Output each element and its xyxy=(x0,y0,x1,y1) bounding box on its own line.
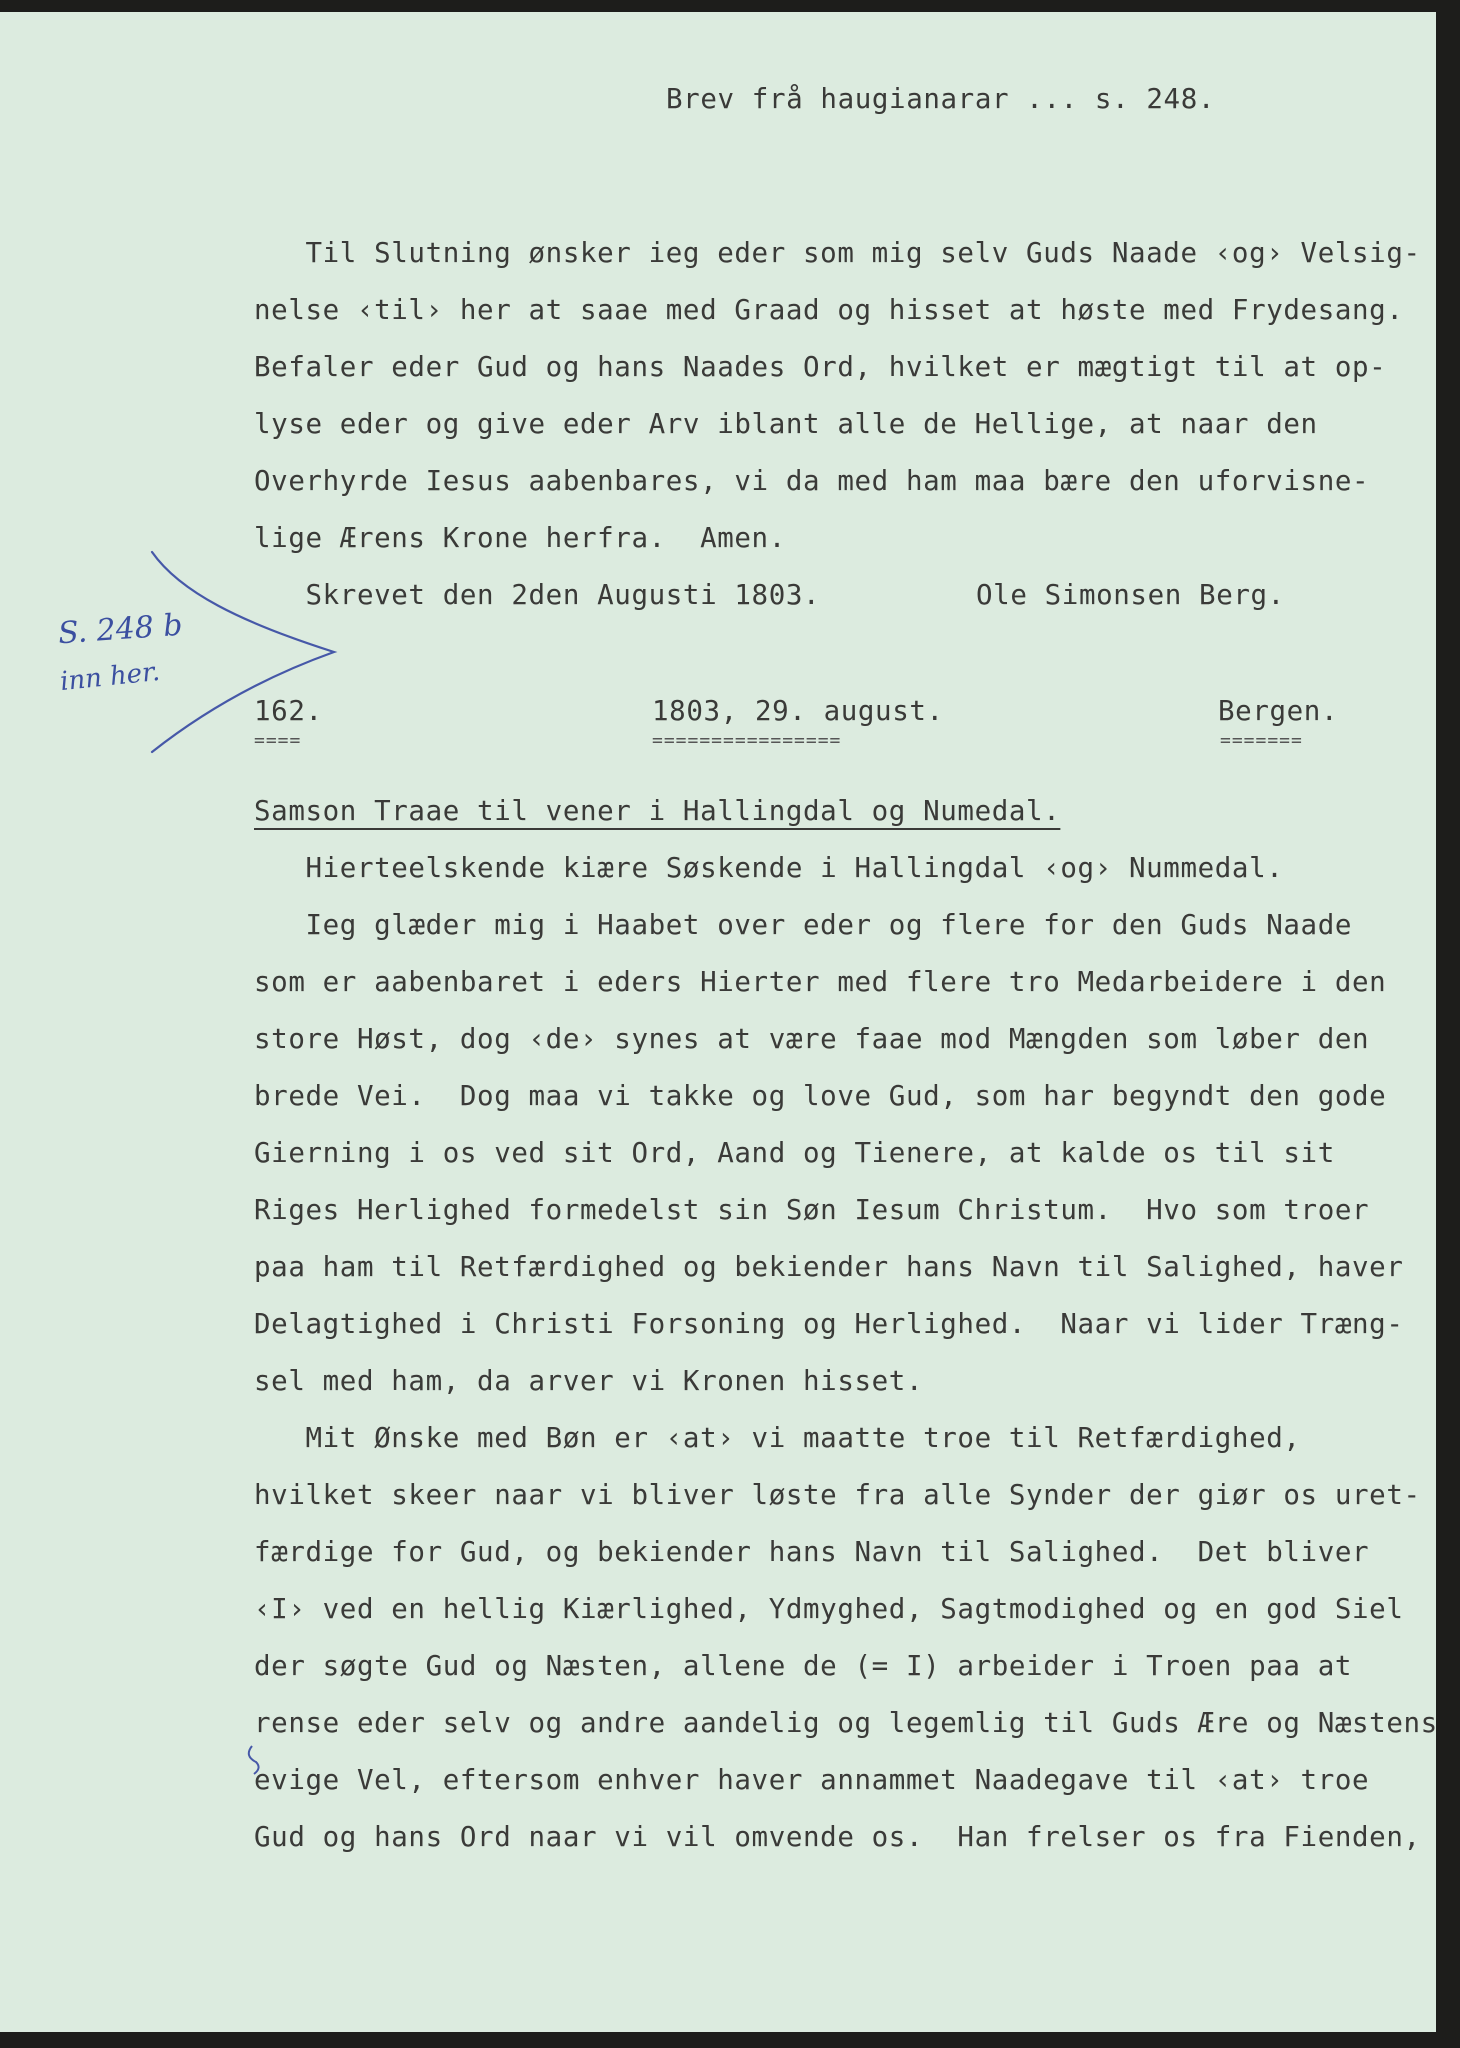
date-line: Skrevet den 2den Augusti 1803. xyxy=(254,579,821,611)
text-line: sel med ham, da arver vi Kronen hisset. xyxy=(254,1365,924,1397)
text-line: Hierteelskende kiære Søskende i Hallingdal ‹og› Nummedal. xyxy=(254,852,1284,884)
text-line: Delagtighed i Christi Forsoning og Herlighed. Naar vi lider Træng- xyxy=(254,1308,1404,1340)
entry-place: Bergen. xyxy=(1218,695,1339,727)
text-line: Overhyrde Iesus aabenbares, vi da med ham maa bære den uforvisne- xyxy=(254,465,1370,497)
text-line: rense eder selv og andre aandelig og legemlig til Guds Ære og Næstens xyxy=(254,1707,1438,1739)
underline-number: ==== xyxy=(254,730,302,751)
document-page xyxy=(0,12,1436,2032)
text-line: som er aabenbaret i eders Hierter med flere tro Medarbeidere i den xyxy=(254,966,1387,998)
text-line: nelse ‹til› her at saae med Graad og hisset at høste med Frydesang. xyxy=(254,294,1404,326)
text-line: Mit Ønske med Bøn er ‹at› vi maatte troe til Retfærdighed, xyxy=(254,1422,1301,1454)
page-header: Brev frå haugianarar ... s. 248. xyxy=(666,83,1216,115)
margin-note-page: S. 248 b xyxy=(56,607,184,652)
entry-number: 162. xyxy=(254,695,323,727)
underline-date: ================ xyxy=(652,730,842,751)
text-line: lige Ærens Krone herfra. Amen. xyxy=(254,522,786,554)
entry-date: 1803, 29. august. xyxy=(652,695,944,727)
text-line: brede Vei. Dog maa vi takke og love Gud, som har begyndt den gode xyxy=(254,1080,1387,1112)
text-line: der søgte Gud og Næsten, allene de (= I) arbeider i Troen paa at xyxy=(254,1650,1353,1682)
text-line: store Høst, dog ‹de› synes at være faae mod Mængden som løber den xyxy=(254,1023,1370,1055)
text-line: færdige for Gud, og bekiender hans Navn til Salighed. Det bliver xyxy=(254,1536,1370,1568)
text-line: paa ham til Retfærdighed og bekiender hans Navn til Salighed, haver xyxy=(254,1251,1404,1283)
text-line: Gierning i os ved sit Ord, Aand og Tienere, at kalde os til sit xyxy=(254,1137,1335,1169)
text-line: evige Vel, eftersom enhver haver annammet Naadegave til ‹at› troe xyxy=(254,1764,1370,1796)
text-line: Riges Herlighed formedelst sin Søn Iesum Christum. Hvo som troer xyxy=(254,1194,1370,1226)
entry-title: Samson Traae til vener i Hallingdal og Numedal. xyxy=(254,795,1061,827)
text-line: Gud og hans Ord naar vi vil omvende os. Han frelser os fra Fienden, xyxy=(254,1821,1421,1853)
text-line: Befaler eder Gud og hans Naades Ord, hvilket er mægtigt til at op- xyxy=(254,351,1387,383)
text-line: ‹I› ved en hellig Kiærlighed, Ydmyghed, Sagtmodighed og en god Siel xyxy=(254,1593,1404,1625)
margin-note-instruction: inn her. xyxy=(58,656,162,698)
text-line: Til Slutning ønsker ieg eder som mig selv Guds Naade ‹og› Velsig- xyxy=(254,237,1421,269)
signature: Ole Simonsen Berg. xyxy=(976,579,1285,611)
underline-place: ======= xyxy=(1220,730,1303,751)
text-line: Ieg glæder mig i Haabet over eder og flere for den Guds Naade xyxy=(254,909,1353,941)
text-line: hvilket skeer naar vi bliver løste fra alle Synder der giør os uret- xyxy=(254,1479,1421,1511)
text-line: lyse eder og give eder Arv iblant alle de Hellige, at naar den xyxy=(254,408,1318,440)
